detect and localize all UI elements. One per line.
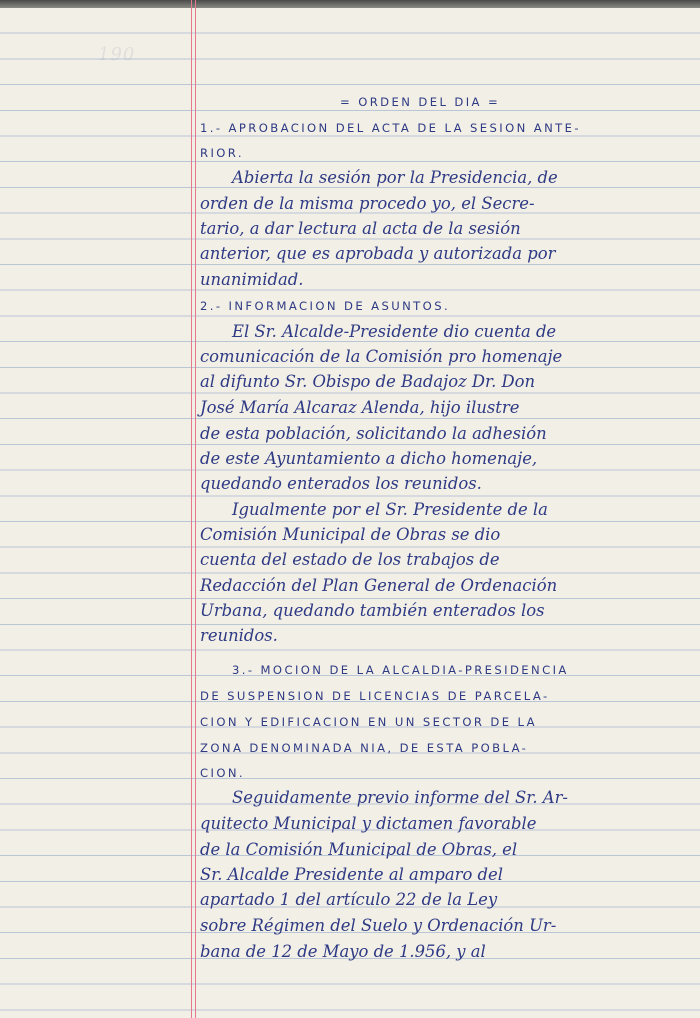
text-line: orden de la misma procedo yo, el Secre- bbox=[200, 194, 535, 213]
text-line: = ORDEN DEL DIA = bbox=[340, 95, 501, 109]
page-number: 190 bbox=[98, 44, 136, 65]
text-line: CION Y EDIFICACION EN UN SECTOR DE LA bbox=[200, 715, 537, 729]
margin-line bbox=[195, 0, 196, 1018]
text-line: quedando enterados los reunidos. bbox=[200, 474, 482, 493]
text-line: bana de 12 de Mayo de 1.956, y al bbox=[200, 942, 486, 961]
text-line: Abierta la sesión por la Presidencia, de bbox=[232, 168, 558, 187]
text-line: Redacción del Plan General de Ordenación bbox=[200, 576, 558, 595]
text-line: sobre Régimen del Suelo y Ordenación Ur- bbox=[200, 916, 557, 935]
text-line: 1.- APROBACION DEL ACTA DE LA SESION ANTE- bbox=[200, 121, 581, 135]
text-line: RIOR. bbox=[200, 146, 244, 160]
text-line: Urbana, quedando también enterados los bbox=[200, 601, 545, 620]
text-line: anterior, que es aprobada y autorizada por bbox=[200, 244, 556, 263]
text-line: DE SUSPENSION DE LICENCIAS DE PARCELA- bbox=[200, 689, 550, 703]
text-line: apartado 1 del artículo 22 de la Ley bbox=[200, 890, 498, 909]
text-line: quitecto Municipal y dictamen favorable bbox=[200, 814, 537, 833]
page-top-edge bbox=[0, 0, 700, 8]
text-line: José María Alcaraz Alenda, hijo ilustre bbox=[200, 398, 520, 417]
text-line: tario, a dar lectura al acta de la sesión bbox=[200, 219, 521, 238]
text-line: CION. bbox=[200, 766, 245, 780]
margin-line bbox=[191, 0, 192, 1018]
text-line: de la Comisión Municipal de Obras, el bbox=[200, 840, 518, 859]
text-line: de esta población, solicitando la adhesión bbox=[200, 424, 547, 443]
text-line: cuenta del estado de los trabajos de bbox=[200, 550, 500, 569]
text-line: Sr. Alcalde Presidente al amparo del bbox=[200, 865, 503, 884]
text-line: Seguidamente previo informe del Sr. Ar- bbox=[232, 788, 568, 807]
text-line: comunicación de la Comisión pro homenaje bbox=[200, 347, 563, 366]
text-line: de este Ayuntamiento a dicho homenaje, bbox=[200, 449, 538, 468]
text-line: Igualmente por el Sr. Presidente de la bbox=[232, 500, 548, 519]
text-line: al difunto Sr. Obispo de Badajoz Dr. Don bbox=[200, 372, 536, 391]
text-line: 3.- MOCION DE LA ALCALDIA-PRESIDENCIA bbox=[232, 663, 569, 677]
text-line: El Sr. Alcalde-Presidente dio cuenta de bbox=[232, 322, 557, 341]
text-line: ZONA DENOMINADA NIA, DE ESTA POBLA- bbox=[200, 741, 529, 755]
text-line: reunidos. bbox=[200, 626, 278, 645]
text-line: unanimidad. bbox=[200, 270, 304, 289]
text-line: 2.- INFORMACION DE ASUNTOS. bbox=[200, 299, 451, 313]
text-line: Comisión Municipal de Obras se dio bbox=[200, 525, 501, 544]
